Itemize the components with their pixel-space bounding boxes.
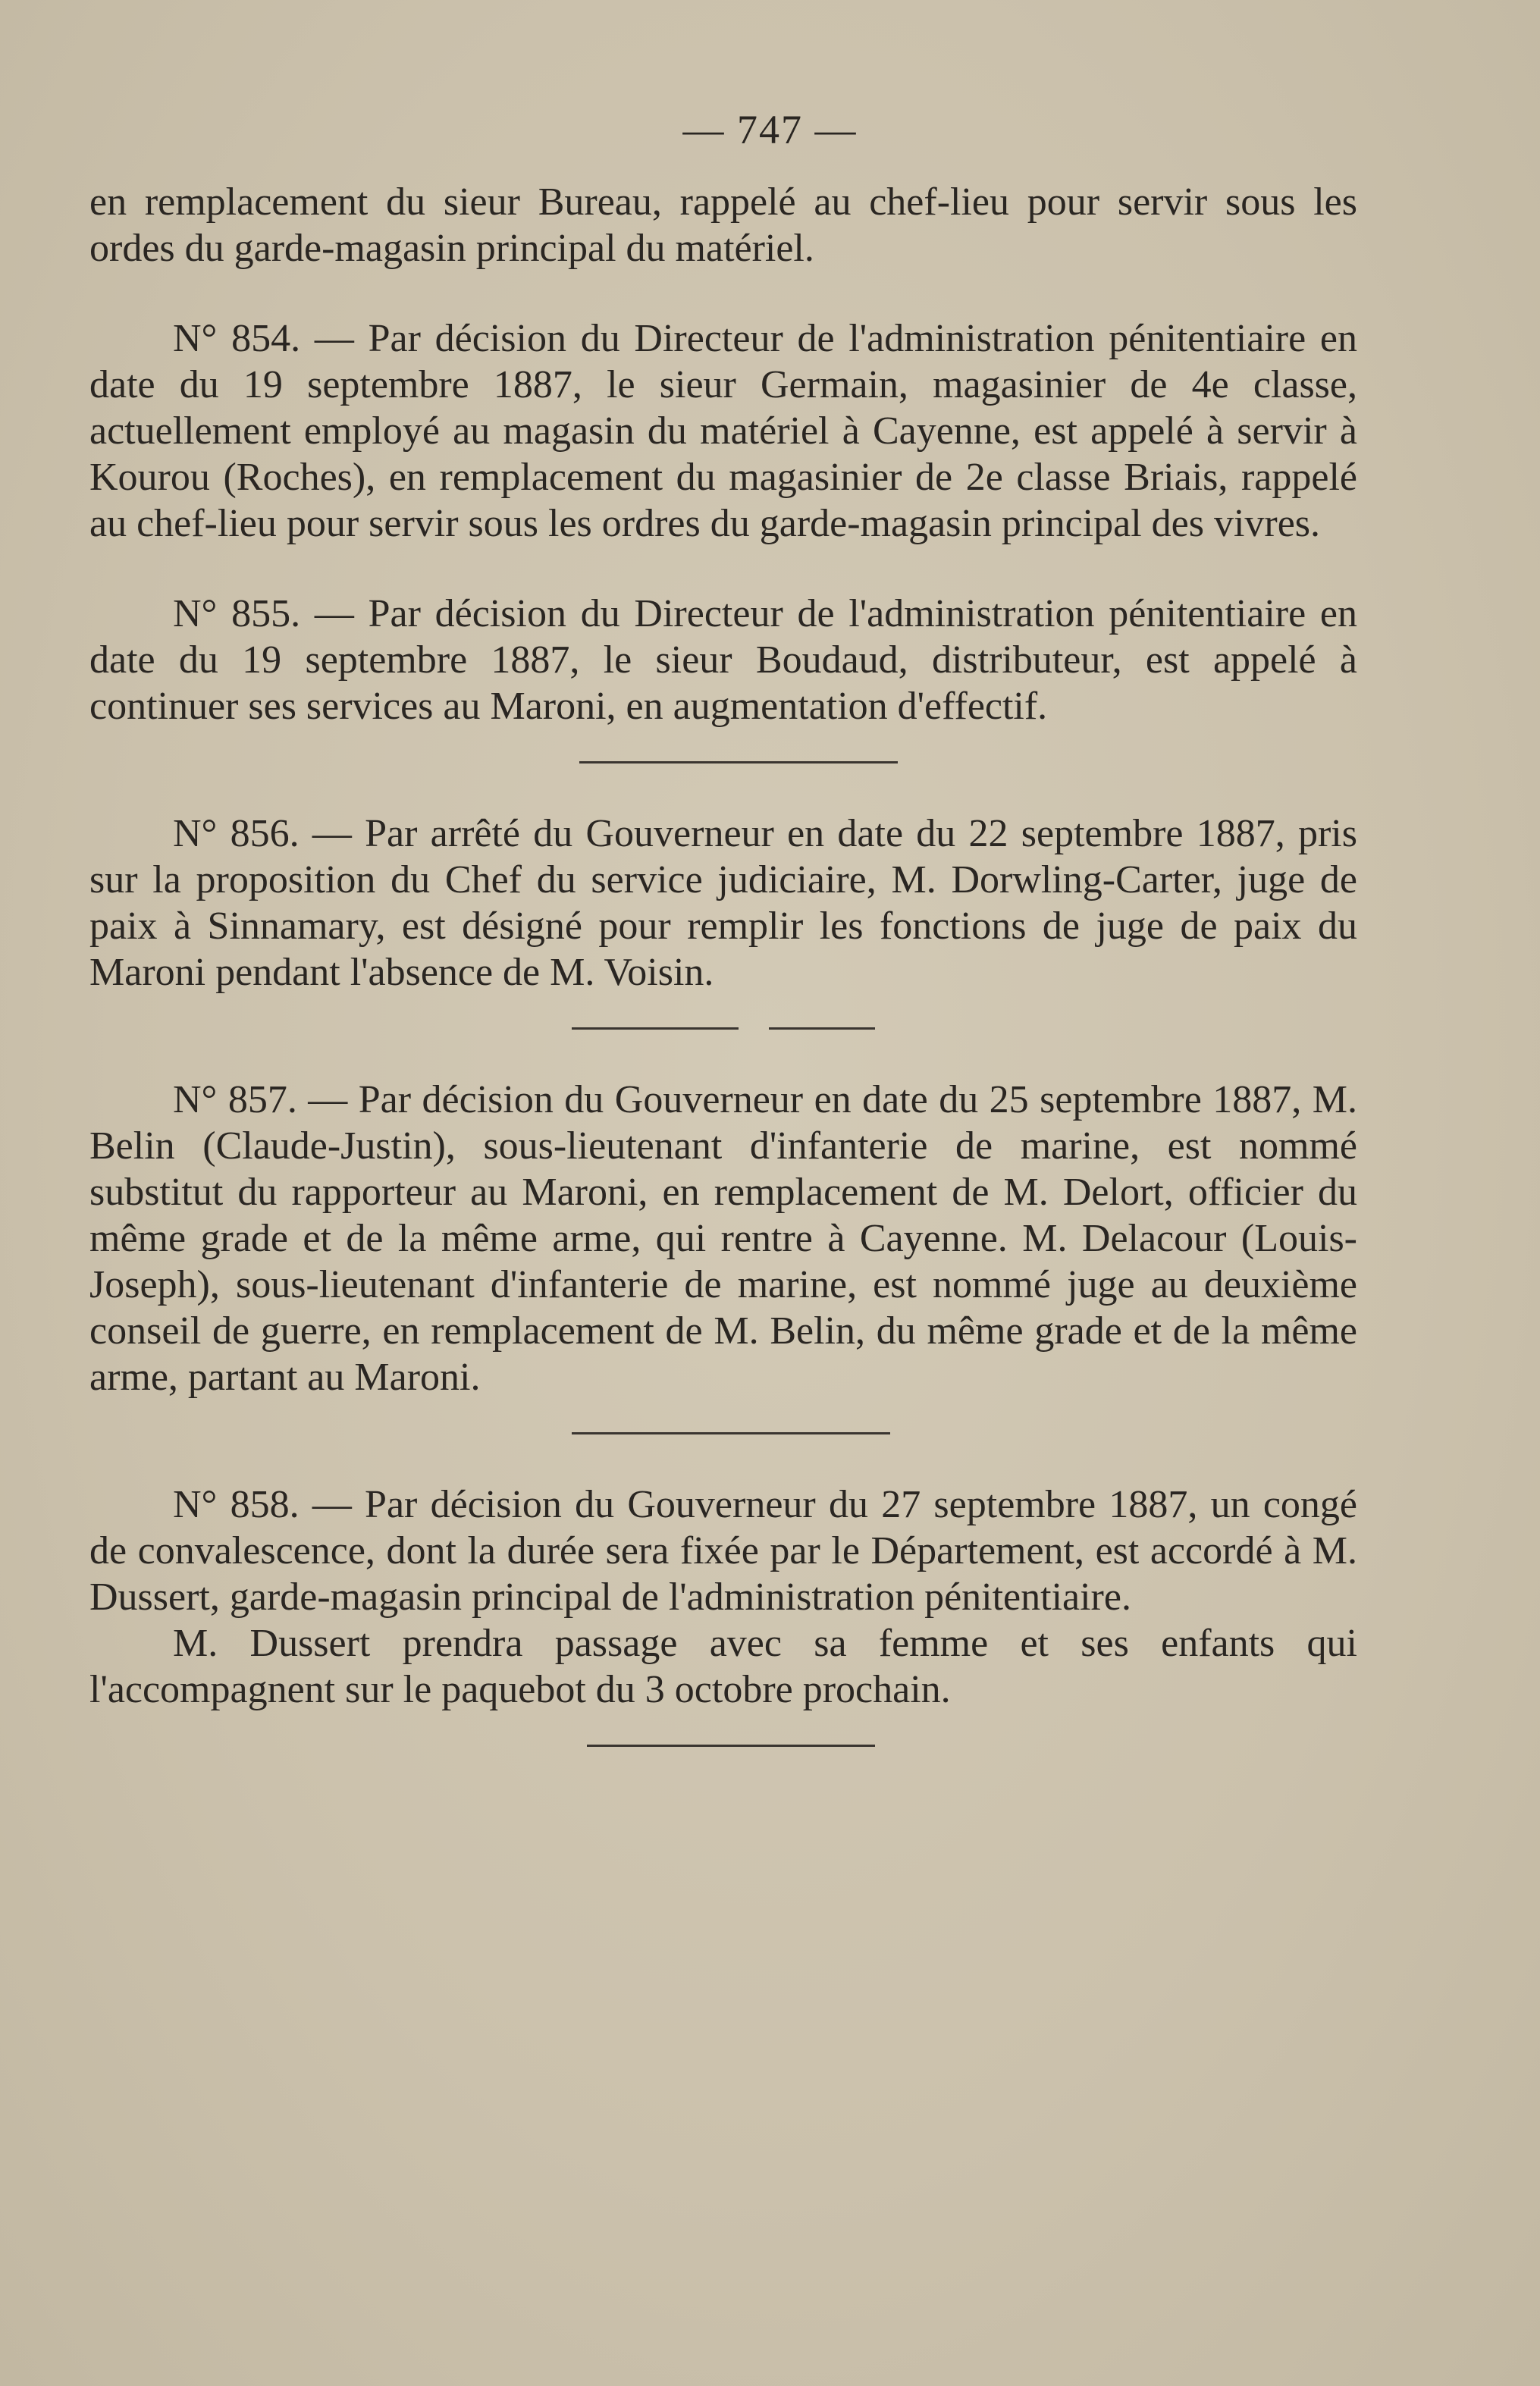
separator-line [587, 1745, 875, 1747]
separator-line [572, 1432, 890, 1434]
document-body [89, 179, 1357, 1794]
separator-rule [89, 1745, 1357, 1747]
separator-rule [89, 1432, 1357, 1434]
separator-line [579, 761, 898, 763]
paragraph-continuation: en remplacement du sieur Bureau, rappelé au chef-lieu pour servir sous les ordes du garde-magasin principal du matériel. [89, 180, 1357, 270]
page-number: — 747 — [682, 107, 858, 152]
paragraph-858: N° 858. — Par décision du Gouverneur du 27 septembre 1887, un congé de convalescence, dont la durée sera fixée par le Département, est accordé à M. Dussert, garde-magasin principal de l'administration pénitentiaire. [89, 1483, 1357, 1619]
separator-line [572, 1027, 739, 1030]
separator-rule [89, 1027, 1357, 1030]
paragraph-858-continued: M. Dussert prendra passage avec sa femme et ses enfants qui l'accompagnent sur le paquebot du 3 octobre prochain. [89, 1622, 1357, 1711]
paragraph-855: N° 855. — Par décision du Directeur de l'administration pénitentiaire en date du 19 septembre 1887, le sieur Boudaud, distributeur, est appelé à continuer ses services au Maroni, en augmentation d'effectif. [89, 592, 1357, 728]
paragraph-856: N° 856. — Par arrêté du Gouverneur en date du 22 septembre 1887, pris sur la proposition du Chef du service judiciaire, M. Dorwling-Carter, juge de paix à Sinnamary, est désigné pour remplir les fonctions de juge de paix du Maroni pendant l'absence de M. Voisin. [89, 812, 1357, 994]
separator-line [769, 1027, 875, 1030]
separator-rule [89, 761, 1357, 763]
paragraph-857: N° 857. — Par décision du Gouverneur en date du 25 septembre 1887, M. Belin (Claude-Justin), sous-lieutenant d'infanterie de marine, est nommé substitut du rapporteur au Maroni, en remplacement de M. Delort, officier du même grade et de la même arme, qui rentre à Cayenne. M. Delacour (Louis-Joseph), sous-lieutenant d'infanterie de marine, est nommé juge au deuxième conseil de guerre, en remplacement de M. Belin, du même grade et de la même arme, partant au Maroni. [89, 1078, 1357, 1399]
paragraph-854: N° 854. — Par décision du Directeur de l'administration pénitentiaire en date du 19 septembre 1887, le sieur Germain, magasinier de 4e classe, actuellement employé au magasin du matériel à Cayenne, est appelé à servir à Kourou (Roches), en remplacement du magasinier de 2e classe Briais, rappelé au chef-lieu pour servir sous les ordres du garde-magasin principal des vivres. [89, 317, 1357, 545]
